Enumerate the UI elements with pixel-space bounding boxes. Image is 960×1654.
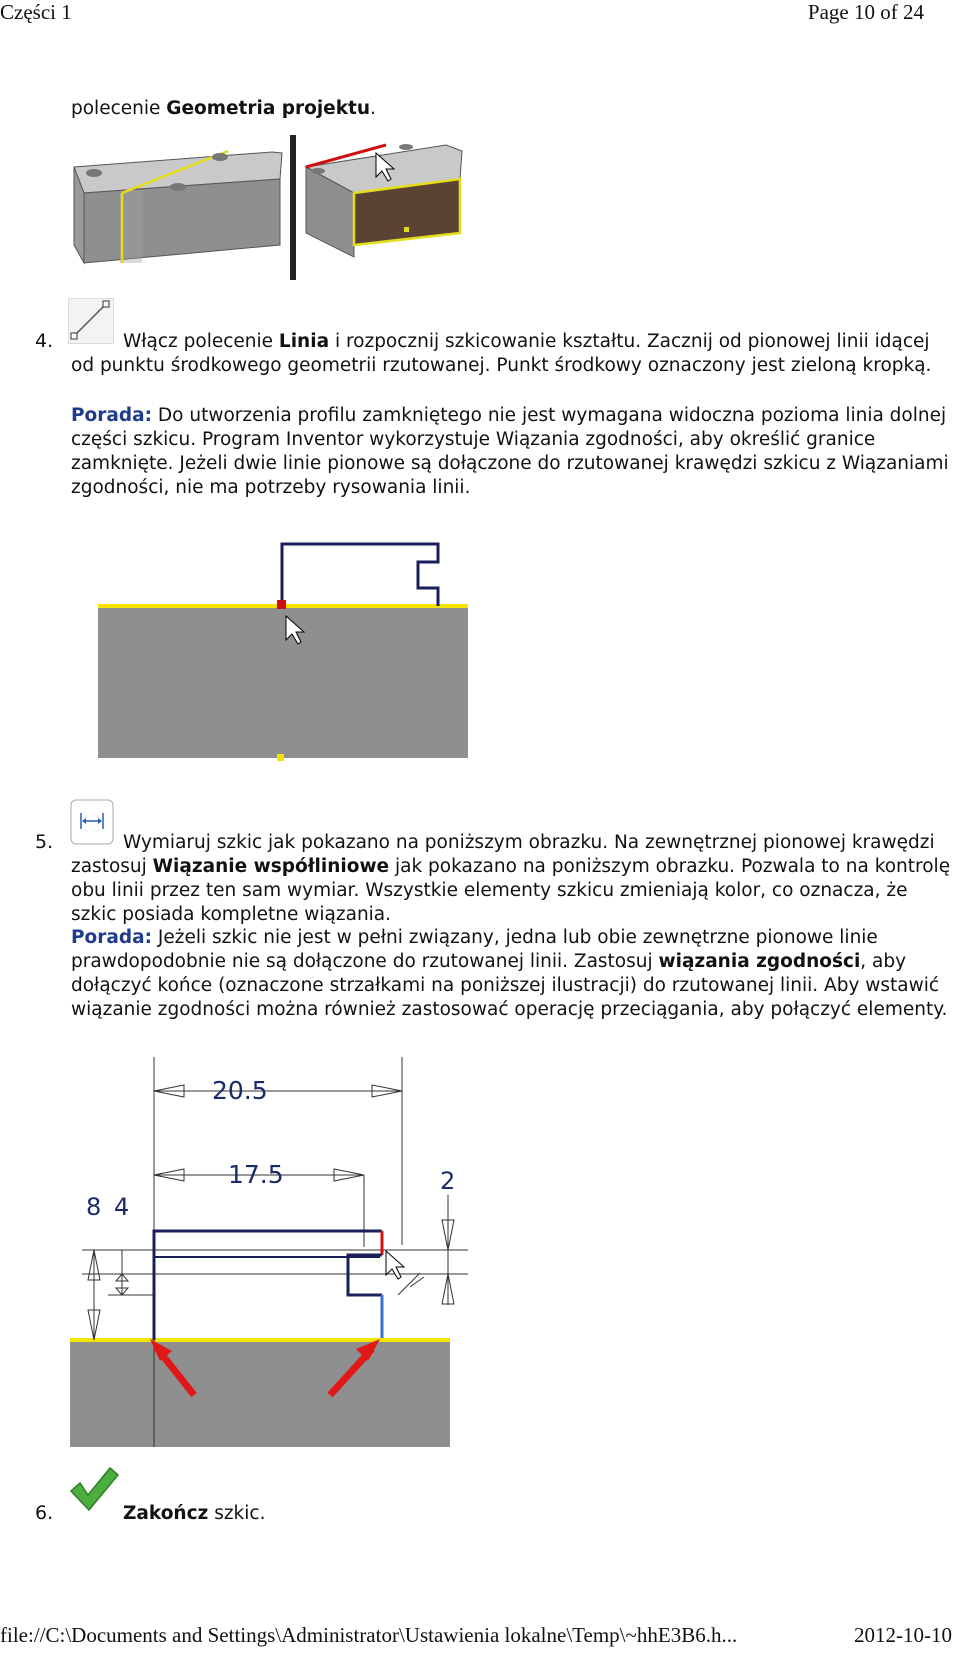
- sketch-notch: [348, 1255, 382, 1295]
- checkmark-finish-icon: [68, 1465, 120, 1513]
- step-5-tip-text-a: Jeżeli szkic nie jest w pełni związany, jedna lub obie zewnętrzne pionowe linie prawdopodobnie nie są dołączone do rzutowanej linii. Zastosuj: [71, 927, 878, 972]
- step-5-text-a: Wymiaruj szkic jak pokazano na poniższym obrazku. Na zewnętrznej pionowej krawędzi zastosuj: [71, 832, 935, 877]
- step-4-number: 4.: [35, 330, 54, 352]
- intro-suffix: .: [370, 98, 376, 119]
- dim-label-4: 4: [114, 1193, 130, 1221]
- hole-1: [86, 169, 102, 177]
- step-5-text: [71, 831, 951, 927]
- step-6-bold: Zakończ: [123, 1503, 209, 1524]
- tip-label: Porada:: [71, 405, 153, 426]
- intro-prefix: polecenie: [71, 98, 167, 119]
- step-4-text: [71, 330, 951, 378]
- midpoint-marker: [404, 227, 409, 232]
- step-4-text-b: i rozpocznij szkicowanie kształtu. Zacznij od pionowej linii idącej od punktu środkowego geometrii rzutowanej. Punkt środkowy oznaczony jest zieloną kropką.: [71, 331, 932, 376]
- hole-4: [311, 168, 325, 174]
- tip-label-2: Porada:: [71, 927, 153, 948]
- gray-surface: [98, 606, 468, 758]
- dim-label-8: 8: [86, 1193, 102, 1221]
- step-5-tip-text-b: , aby dołączyć końce (oznaczone strzałkami na poniższej ilustracji) do rzutowanej linii. Aby wstawić wiązanie zgodności można również zastosować operację przeciągania, aby połączyć elementy.: [71, 951, 948, 1020]
- bottom-midpoint: [277, 754, 284, 761]
- step-5-tip-bold: wiązania zgodności: [658, 951, 861, 972]
- block-left-shade: [120, 190, 142, 263]
- sketch-midpoint: [277, 600, 286, 609]
- figure-sketch-profile: [96, 538, 476, 764]
- gray-surface-2: [70, 1340, 450, 1447]
- page-number: Page 10 of 24: [807, 0, 924, 24]
- figure-project-geometry: [70, 135, 490, 280]
- step-5-tip: [71, 926, 951, 1022]
- collinear-glyph-a: [398, 1273, 420, 1295]
- figure-dimensioned-sketch: [68, 1055, 498, 1447]
- step-6-text: [123, 1502, 960, 1526]
- step-4-bold: Linia: [278, 331, 330, 352]
- sketch-profile-line: [282, 544, 438, 606]
- dim-label-17-5: 17.5: [228, 1160, 284, 1189]
- block-left-front: [84, 179, 280, 263]
- cursor-icon-3: [386, 1251, 404, 1279]
- hole-5: [399, 144, 413, 150]
- intro-line: [71, 97, 951, 121]
- step-4-tip-text: Do utworzenia profilu zamkniętego nie jest wymagana widoczna pozioma linia dolnej części szkicu. Program Inventor wykorzystuje Wiązania zgodności, aby określić granice zamknięte. Jeżeli dwie linie pionowe są dołączone do rzutowanej krawędzi szkicu z Wiązaniami zgodności, nie ma potrzeby rysowania linii.: [71, 405, 949, 498]
- step-4-tip: [71, 404, 951, 500]
- header-title: Części 1: [0, 0, 72, 24]
- dim-label-20-5: 20.5: [212, 1076, 268, 1105]
- footer-path: file://C:\Documents and Settings\Administrator\Ustawienia lokalne\Temp\~hhE3B6.h...: [0, 1623, 738, 1647]
- step-6-text-rest: szkic.: [208, 1503, 266, 1524]
- step-5-text-b: jak pokazano na poniższym obrazku. Pozwala to na kontrolę obu linii przez ten sam wymiar. Wszystkie elementy szkicu zmieniają kolor, co oznacza, że szkic posiada kompletne wiązania.: [71, 856, 951, 925]
- hole-3: [212, 153, 228, 161]
- figure-separator: [290, 135, 296, 280]
- step-5-number: 5.: [35, 831, 54, 853]
- collinear-glyph-b: [410, 1277, 424, 1287]
- step-5-bold: Wiązanie współliniowe: [152, 856, 390, 877]
- footer-date: 2012-10-10: [854, 1623, 952, 1647]
- step-6-number: 6.: [35, 1502, 54, 1524]
- intro-bold: Geometria projektu: [166, 98, 371, 119]
- hole-2: [170, 183, 186, 191]
- dim-label-2: 2: [440, 1167, 456, 1195]
- step-4-text-a: Włącz polecenie: [123, 331, 279, 352]
